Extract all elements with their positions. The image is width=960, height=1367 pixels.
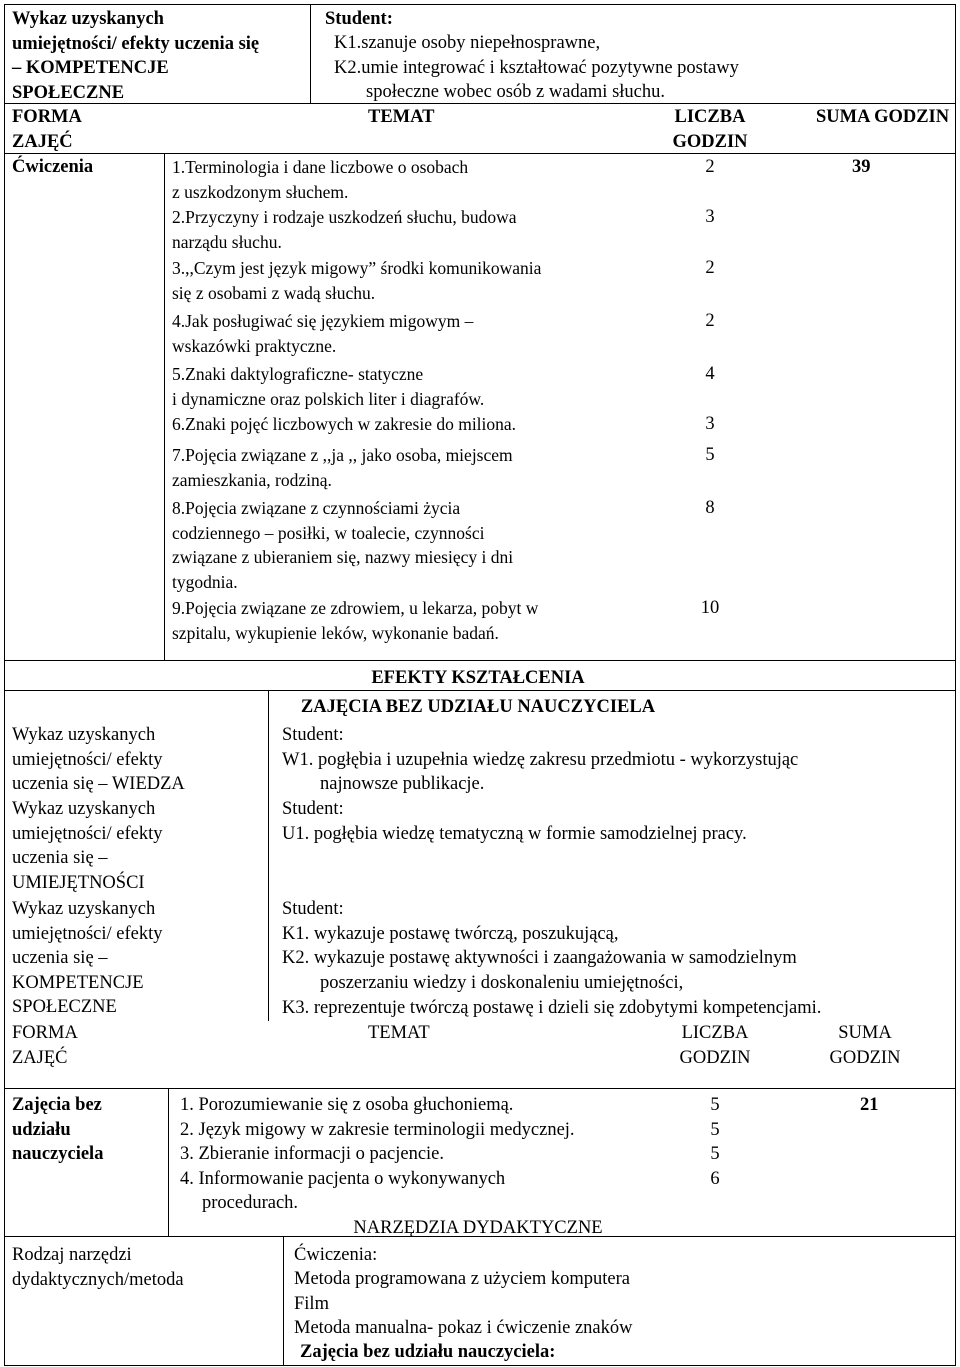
- topic-4: 4.Jak posługiwać się językiem migowym – wskazówki praktyczne.: [172, 311, 474, 356]
- form-label: FORMA ZAJĘĆ: [12, 1023, 78, 1068]
- outcome-u1: U1. pogłębia wiedzę tematyczną w formie samodzielnej pracy.: [282, 824, 747, 844]
- hours-header: LICZBA GODZIN: [672, 107, 748, 152]
- method-3: Metoda manualna- pokaz i ćwiczenie znaków: [294, 1318, 633, 1338]
- section-subtitle: ZAJĘCIA BEZ UDZIAŁU NAUCZYCIELA: [300, 697, 656, 717]
- rule: [268, 690, 269, 1021]
- topic-2: 2.Przyczyny i rodzaje uszkodzeń słuchu, budowa narządu słuchu.: [172, 207, 517, 252]
- rule: [4, 4, 956, 5]
- outcome-w1-cont: najnowsze publikacje.: [320, 774, 485, 794]
- skills-label: Wykaz uzyskanych umiejętności/ efekty uczenia się – UMIEJĘTNOŚCI: [12, 799, 163, 893]
- topic-8: 8.Pojęcia związane z czynnościami życia codziennego – posiłki, w toalecie, czynności związane z ubieraniem się, nazwy miesięcy i dni tygodnia.: [172, 498, 514, 592]
- tools-title: NARZĘDZIA DYDAKTYCZNE: [353, 1218, 603, 1238]
- topic-5-hours: 4: [705, 364, 715, 384]
- rule: [4, 1365, 956, 1366]
- method-2: Film: [294, 1294, 329, 1314]
- rule: [283, 1236, 284, 1365]
- total-hours-header: SUMA GODZIN: [816, 107, 950, 127]
- outcome-k1: K1.szanuje osoby niepełnosprawne,: [334, 33, 601, 53]
- tools-label: Rodzaj narzędzi dydaktycznych/metoda: [12, 1245, 184, 1290]
- rule: [955, 4, 956, 1365]
- topic-4-cont: procedurach.: [202, 1193, 299, 1213]
- outcome-k3: K3. reprezentuje twórczą postawę i dzieli się zdobytymi kompetencjami.: [282, 998, 822, 1018]
- self-study-label: Zajęcia bez udziału nauczyciela:: [300, 1342, 556, 1362]
- rule: [310, 4, 311, 103]
- topic-8-hours: 8: [705, 498, 715, 518]
- outcome-k1: K1. wykazuje postawę twórczą, poszukującą,: [282, 924, 619, 944]
- topic-6: 6.Znaki pojęć liczbowych w zakresie do miliona.: [172, 414, 517, 434]
- topic-3: 3. Zbieranie informacji o pacjencie.: [180, 1144, 445, 1164]
- topic-4-hours: 6: [710, 1169, 720, 1189]
- student-label: Student:: [282, 725, 344, 745]
- rule: [4, 153, 956, 154]
- topic-6-hours: 3: [705, 414, 715, 434]
- student-label: Student:: [325, 9, 393, 29]
- topic-3-hours: 2: [705, 258, 715, 278]
- form-value: Ćwiczenia: [12, 157, 94, 177]
- hours-header: LICZBA GODZIN: [679, 1023, 751, 1068]
- rule: [164, 153, 165, 660]
- section-title: EFEKTY KSZTAŁCENIA: [371, 668, 585, 688]
- topic-9: 9.Pojęcia związane ze zdrowiem, u lekarza, pobyt w szpitalu, wykupienie leków, wykonanie badań.: [172, 598, 539, 643]
- topic-4-hours: 2: [705, 311, 715, 331]
- topic-2-hours: 3: [705, 207, 715, 227]
- outcome-w1: W1. pogłębia i uzupełnia wiedzę zakresu przedmiotu - wykorzystując: [282, 750, 799, 770]
- method-1: Metoda programowana z użyciem komputera: [294, 1269, 630, 1289]
- rule: [4, 4, 5, 1365]
- topic-1: 1. Porozumiewanie się z osoba głuchoniemą.: [180, 1095, 514, 1115]
- rule: [4, 1088, 956, 1089]
- total-hours: 39: [852, 157, 871, 177]
- total-hours: 21: [860, 1095, 879, 1115]
- topic-header: TEMAT: [368, 1023, 430, 1043]
- topic-2: 2. Język migowy w zakresie terminologii medycznej.: [180, 1120, 575, 1140]
- topic-1: 1.Terminologia i dane liczbowe o osobach z uszkodzonym słuchem.: [172, 157, 469, 202]
- topic-4: 4. Informowanie pacjenta o wykonywanych: [180, 1169, 506, 1189]
- topic-7: 7.Pojęcia związane z ,,ja ,, jako osoba, miejscem zamieszkania, rodziną.: [172, 445, 513, 490]
- outcome-k2-cont: społeczne wobec osób z wadami słuchu.: [366, 82, 665, 102]
- student-label: Student:: [282, 799, 344, 819]
- topic-1-hours: 5: [710, 1095, 720, 1115]
- outcome-k2-cont: poszerzaniu wiedzy i doskonaleniu umiejętności,: [320, 973, 684, 993]
- topic-3: 3.,,Czym jest język migowy” środki komunikowania się z osobami z wadą słuchu.: [172, 258, 542, 303]
- topic-3-hours: 5: [710, 1144, 720, 1164]
- rule: [4, 660, 956, 661]
- topic-5: 5.Znaki daktylograficzne- statyczne i dynamiczne oraz polskich liter i diagrafów.: [172, 364, 485, 409]
- topic-7-hours: 5: [705, 445, 715, 465]
- form-value: Zajęcia bez udziału nauczyciela: [12, 1095, 104, 1165]
- outcome-k2: K2.umie integrować i kształtować pozytywne postawy: [334, 58, 739, 78]
- topic-header: TEMAT: [368, 107, 435, 127]
- exercises-label: Ćwiczenia:: [294, 1245, 378, 1265]
- topic-9-hours: 10: [700, 598, 720, 618]
- knowledge-label: Wykaz uzyskanych umiejętności/ efekty uczenia się – WIEDZA: [12, 725, 185, 795]
- topic-1-hours: 2: [705, 157, 715, 177]
- student-label: Student:: [282, 899, 344, 919]
- competences-label: Wykaz uzyskanych umiejętności/ efekty uczenia się – KOMPETENCJE SPOŁECZNE: [12, 899, 163, 1018]
- form-header: FORMA ZAJĘĆ: [12, 107, 82, 152]
- outcome-k2: K2. wykazuje postawę aktywności i zaangażowania w samodzielnym: [282, 948, 797, 968]
- total-hours-header: SUMA GODZIN: [829, 1023, 901, 1068]
- rule: [168, 1088, 169, 1236]
- topic-2-hours: 5: [710, 1120, 720, 1140]
- competences-header: Wykaz uzyskanych umiejętności/ efekty uczenia się – KOMPETENCJE SPOŁECZNE: [12, 9, 260, 103]
